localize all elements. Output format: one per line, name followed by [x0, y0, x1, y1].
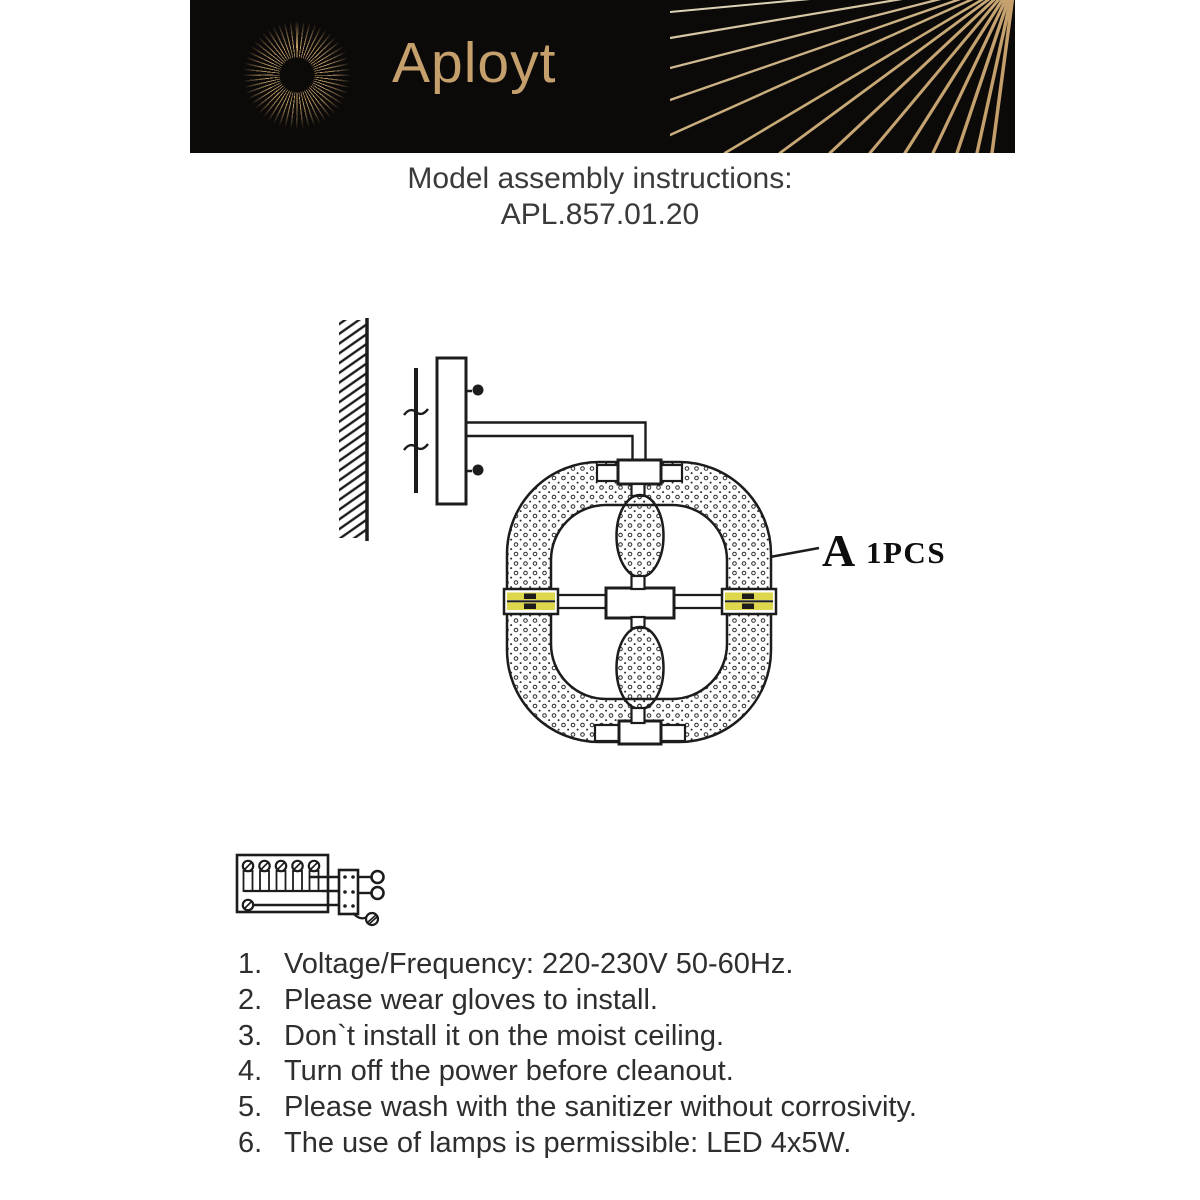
- center-bar: [556, 588, 724, 618]
- item-text: Turn off the power before cleanout.: [284, 1055, 734, 1088]
- lamp-ring: [504, 460, 776, 744]
- part-letter: A: [822, 525, 856, 576]
- sunburst-logo-icon: [240, 18, 354, 132]
- bottom-connector: [595, 721, 685, 744]
- item-number: 3.: [238, 1019, 263, 1052]
- ground-screw-icon: [243, 900, 253, 910]
- item-text: Voltage/Frequency: 220-230V 50-60Hz.: [284, 948, 794, 980]
- lamp-arm: [466, 423, 646, 462]
- item-number: 1.: [238, 948, 263, 980]
- item-number: 2.: [238, 983, 263, 1016]
- wiring-diagram: [237, 855, 384, 925]
- brand-name: Aployt: [392, 31, 557, 95]
- item-number: 6.: [238, 1126, 263, 1159]
- part-callout: [770, 525, 946, 576]
- instruction-list: [238, 947, 1038, 1162]
- title-block: [0, 161, 1200, 233]
- item-text: Don`t install it on the moist ceiling.: [284, 1019, 725, 1052]
- end-cap-right: [722, 589, 776, 614]
- list-item: [238, 983, 1038, 1019]
- plate-screw-icon: [467, 385, 484, 396]
- item-number: 5.: [238, 1091, 263, 1124]
- mounting-plate: [437, 358, 484, 504]
- item-text: The use of lamps is permissible: LED 4x5W.: [284, 1126, 852, 1159]
- list-item: [238, 1019, 1038, 1055]
- brand-banner: [190, 0, 1015, 153]
- item-number: 4.: [238, 1055, 263, 1088]
- model-number: APL.857.01.20: [500, 198, 700, 231]
- list-item: [238, 1090, 1038, 1126]
- ray-decoration-icon: [670, 0, 1015, 153]
- plate-screw-icon: [467, 465, 484, 476]
- item-text: Please wear gloves to install.: [284, 983, 658, 1016]
- list-item: [238, 947, 1038, 983]
- page-title: Model assembly instructions:: [407, 162, 793, 195]
- list-item: [238, 1054, 1038, 1090]
- assembly-diagram: [200, 300, 1000, 940]
- list-item: [238, 1126, 1038, 1162]
- connector-block-icon: [339, 870, 358, 914]
- end-cap-left: [504, 589, 558, 614]
- item-text: Please wash with the sanitizer without corrosivity.: [284, 1091, 917, 1124]
- part-quantity: 1PCS: [866, 535, 947, 570]
- wall-hatch-icon: [339, 318, 367, 541]
- mounting-screw-icon: [404, 368, 428, 493]
